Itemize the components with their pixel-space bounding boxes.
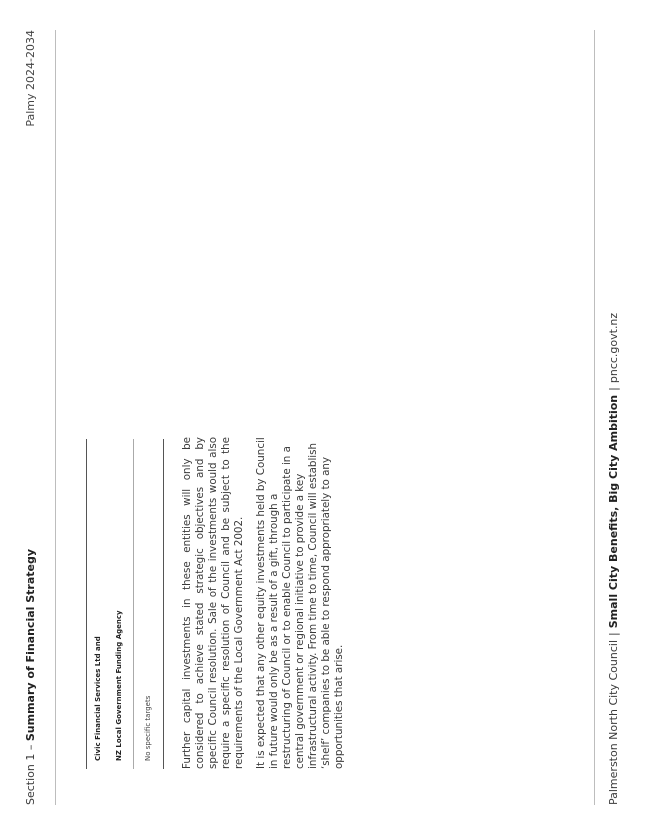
plan-name: Palmy 2024-2034 (24, 30, 37, 127)
footer-separator: | (607, 632, 620, 636)
target-cell: No specific targets (133, 439, 163, 769)
entity-name-cell: Civic Financial Services Ltd and (94, 636, 102, 761)
body-text (181, 437, 355, 769)
website-link[interactable]: pncc.govt.nz (607, 312, 620, 384)
footer-divider (594, 30, 595, 805)
paragraph: Further capital investments in these entities will only be considered to achieve stated strategic objectives and by specific Council resolution. Sale of the investments would also require a specific resolution of Council and be subject to the requirements of the Local Government Act 2002. (181, 437, 245, 769)
section-label: Section 1 – (24, 741, 37, 805)
section-heading (24, 549, 37, 805)
footer-separator: | (607, 387, 620, 391)
section-title: Summary of Financial Strategy (24, 548, 37, 742)
council-slogan: Small City Benefits, Big City Ambition (607, 394, 620, 629)
header-divider (55, 30, 56, 805)
paragraph: It is expected that any other equity investments held by Council in future would only be as a result of a gift, through a restructuring of Council or to enable Council to participate in a central government or regional initiative to provide a key infrastructural activity. From time to time, Council will establish ‘shelf’ companies to be able to respond appropriately to any opportunities that arise. (255, 437, 345, 769)
footer (607, 313, 620, 805)
investment-targets-table (86, 439, 164, 769)
council-name: Palmerston North City Council (607, 639, 620, 805)
entity-name-cell: NZ Local Government Funding Agency (115, 610, 123, 761)
